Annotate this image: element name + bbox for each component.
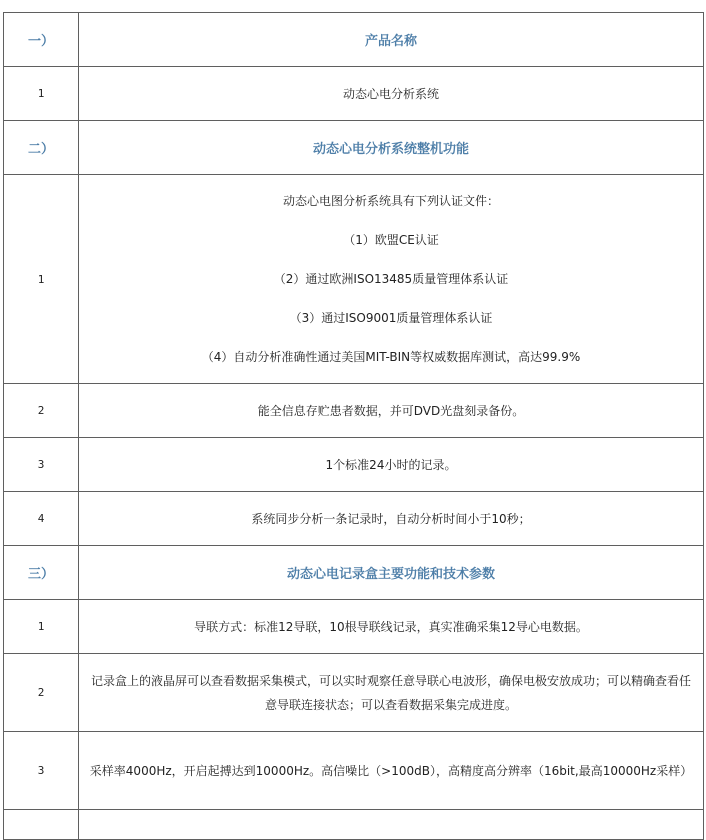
row-number	[4, 810, 79, 840]
section-number: 一）	[4, 13, 79, 67]
table-row	[4, 732, 704, 810]
row-text	[79, 732, 704, 810]
row-text: 动态心电分析系统	[79, 67, 704, 121]
row-number: 4	[4, 492, 79, 546]
section-number: 三）	[4, 546, 79, 600]
section-title: 动态心电分析系统整机功能	[79, 121, 704, 175]
row-number: 2	[4, 384, 79, 438]
section-title: 产品名称	[79, 13, 704, 67]
certification-item: （4）自动分析准确性通过美国MIT-BIN等权威数据库测试，高达99.9%	[201, 349, 581, 364]
section-number: 二）	[4, 121, 79, 175]
table-row	[4, 600, 704, 654]
section-header-row	[4, 13, 704, 67]
table-row	[4, 810, 704, 840]
table-row	[4, 175, 704, 384]
section-header-row	[4, 121, 704, 175]
row-number: 1	[4, 67, 79, 121]
row-number: 1	[4, 175, 79, 384]
certification-intro: 动态心电图分析系统具有下列认证文件：	[282, 193, 499, 208]
section-title: 动态心电记录盒主要功能和技术参数	[79, 546, 704, 600]
row-number: 2	[4, 654, 79, 732]
row-text-content: 记录盒上的液晶屏可以查看数据采集模式，可以实时观察任意导联心电波形，确保电极安放成功；可以精确查看任意导联连接状态；可以查看数据采集完成进度。	[90, 673, 691, 712]
certification-item: （2）通过欧洲ISO13485质量管理体系认证	[273, 271, 509, 286]
row-text: 系统同步分析一条记录时，自动分析时间小于10秒；	[79, 492, 704, 546]
table-row	[4, 654, 704, 732]
table-row	[4, 67, 704, 121]
table-row	[4, 438, 704, 492]
certification-item: （1）欧盟CE认证	[343, 232, 439, 247]
spec-table	[3, 12, 704, 840]
certification-item: （3）通过ISO9001质量管理体系认证	[289, 310, 493, 325]
row-text: 导联方式：标准12导联，10根导联线记录，真实准确采集12导心电数据。	[79, 600, 704, 654]
table-row	[4, 492, 704, 546]
table-row	[4, 384, 704, 438]
row-text-content: 采样率4000Hz，开启起搏达到10000Hz。高信噪比（>100dB），高精度高分辨率（16bit,最高10000Hz采样）	[89, 763, 693, 778]
row-text: 1个标准24小时的记录。	[79, 438, 704, 492]
row-number: 3	[4, 732, 79, 810]
row-text	[79, 810, 704, 840]
row-text	[79, 654, 704, 732]
row-number: 3	[4, 438, 79, 492]
row-text: 能全信息存贮患者数据，并可DVD光盘刻录备份。	[79, 384, 704, 438]
certification-list	[79, 175, 704, 384]
section-header-row	[4, 546, 704, 600]
row-number: 1	[4, 600, 79, 654]
